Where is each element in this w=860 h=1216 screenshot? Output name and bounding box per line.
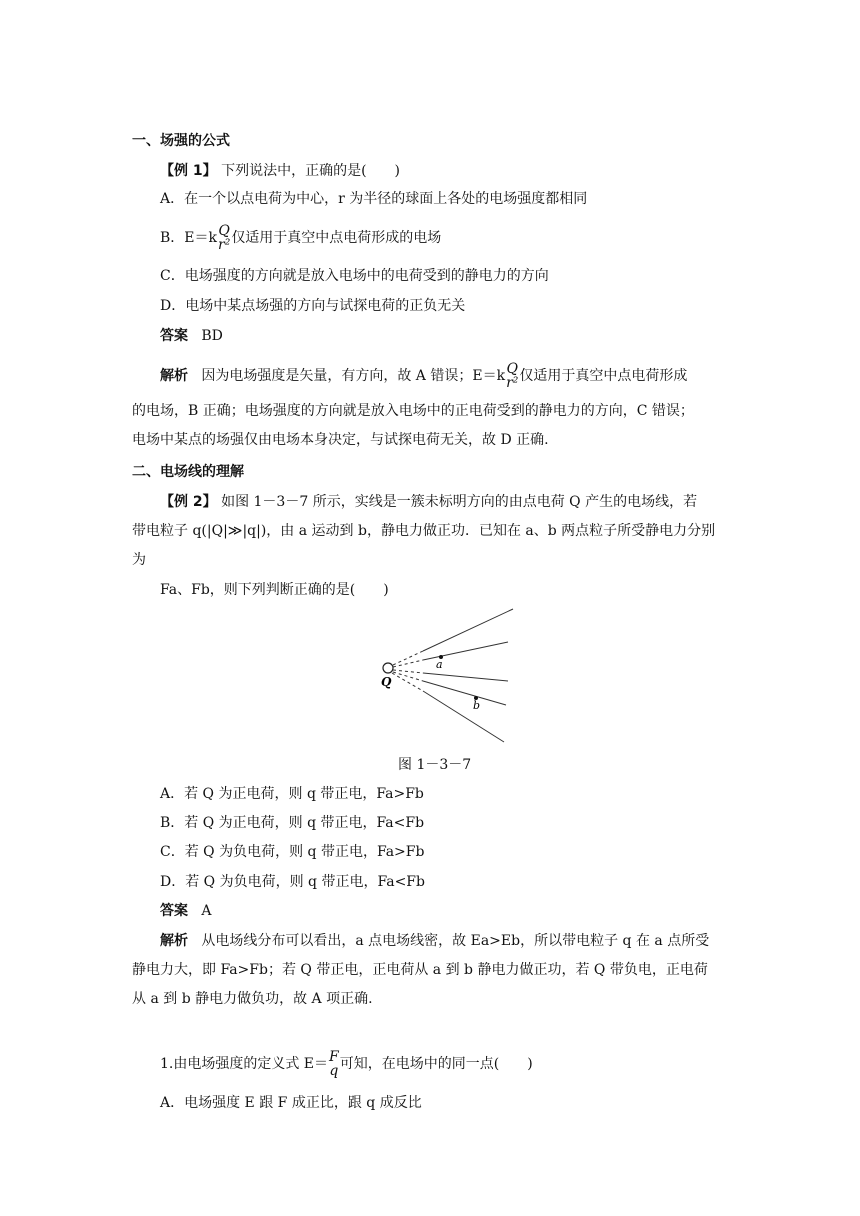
field-line bbox=[423, 691, 504, 742]
example-2-analysis-line-1 bbox=[160, 931, 709, 951]
analysis-text: 仅适用于真空中点电荷形成 bbox=[519, 368, 688, 384]
point-charge-q bbox=[383, 663, 393, 673]
example-1-option-b bbox=[160, 224, 441, 252]
label-q: Q bbox=[381, 675, 392, 689]
fraction-denominator: r² bbox=[506, 375, 519, 391]
example-1-option-a: A．在一个以点电荷为中心，r 为半径的球面上各处的电场强度都相同 bbox=[160, 191, 588, 207]
fraction-numerator: F bbox=[329, 1049, 339, 1065]
definition-fraction bbox=[329, 1050, 339, 1078]
answer-label: 答案 bbox=[160, 328, 188, 344]
example-2-stem-line-4: Fa、Fb，则下列判断正确的是( ) bbox=[160, 582, 389, 598]
example-2-tag: 【例 2】 bbox=[160, 494, 217, 510]
field-line bbox=[423, 673, 508, 681]
field-line-dashed bbox=[393, 660, 423, 667]
field-line-dashed bbox=[392, 673, 423, 691]
example-1-stem bbox=[160, 161, 400, 181]
answer-label: 答案 bbox=[160, 903, 188, 919]
answer-value: BD bbox=[201, 328, 223, 344]
figure-caption: 图 1－3－7 bbox=[398, 757, 472, 773]
field-line bbox=[423, 681, 506, 705]
example-2-option-b: B．若 Q 为正电荷，则 q 带正电，Fa<Fb bbox=[160, 815, 425, 831]
section-title-1: 一、场强的公式 bbox=[132, 133, 230, 149]
label-a: a bbox=[436, 658, 443, 671]
field-line-dashed bbox=[393, 651, 423, 665]
question-1-text: 可知，在电场中的同一点( ) bbox=[339, 1056, 533, 1072]
example-1-answer bbox=[160, 326, 223, 346]
example-1-option-c: C．电场强度的方向就是放入电场中的电荷受到的静电力的方向 bbox=[160, 268, 549, 284]
field-line bbox=[423, 609, 513, 651]
example-2-option-d: D．若 Q 为负电荷，则 q 带正电，Fa<Fb bbox=[160, 874, 425, 890]
label-b: b bbox=[473, 699, 481, 712]
fraction-numerator: Q bbox=[506, 361, 518, 377]
fraction-denominator: q bbox=[329, 1063, 339, 1079]
analysis-text: 因为电场强度是矢量，有方向，故 A 错误；E＝k bbox=[201, 368, 506, 384]
example-2-stem-line-3: 为 bbox=[132, 552, 146, 568]
example-2-stem-line-1 bbox=[160, 492, 697, 512]
example-1-question: 下列说法中，正确的是( ) bbox=[221, 163, 401, 179]
example-2-option-a: A．若 Q 为正电荷，则 q 带正电，Fa>Fb bbox=[160, 786, 424, 802]
analysis-label: 解析 bbox=[160, 368, 188, 384]
option-b-prefix: B．E＝k bbox=[160, 230, 217, 246]
example-2-answer bbox=[160, 901, 211, 921]
fraction-denominator: r² bbox=[218, 237, 231, 253]
analysis-label: 解析 bbox=[160, 933, 188, 949]
electric-field-lines-figure bbox=[378, 605, 518, 745]
example-2-question: 如图 1－3－7 所示，实线是一簇未标明方向的由点电荷 Q 产生的电场线，若 bbox=[221, 494, 698, 510]
section-title-2: 二、电场线的理解 bbox=[132, 464, 244, 480]
example-2-analysis-line-3: 从 a 到 b 静电力做负功，故 A 项正确. bbox=[132, 991, 373, 1007]
question-1-stem bbox=[160, 1050, 533, 1078]
example-2-stem-line-2: 带电粒子 q(|Q|≫|q|)，由 a 运动到 b，静电力做正功．已知在 a、b 两点粒子所受静电力分别 bbox=[132, 523, 716, 539]
example-1-option-d: D．电场中某点场强的方向与试探电荷的正负无关 bbox=[160, 298, 466, 314]
example-1-analysis-line-1 bbox=[160, 362, 687, 390]
analysis-text: 从电场线分布可以看出，a 点电场线密，故 Ea>Eb，所以带电粒子 q 在 a 点所受 bbox=[201, 933, 710, 949]
fraction-numerator: Q bbox=[218, 223, 230, 239]
example-2-option-c: C．若 Q 为负电荷，则 q 带正电，Fa>Fb bbox=[160, 844, 425, 860]
question-1-text: 1.由电场强度的定义式 E＝ bbox=[160, 1056, 329, 1072]
field-line-dashed bbox=[393, 670, 423, 673]
answer-value: A bbox=[201, 903, 212, 919]
option-b-suffix: 仅适用于真空中点电荷形成的电场 bbox=[231, 230, 442, 246]
option-b-fraction bbox=[218, 224, 230, 252]
analysis-fraction bbox=[506, 362, 518, 390]
example-2-analysis-line-2: 静电力大，即 Fa>Fb；若 Q 带正电，正电荷从 a 到 b 静电力做正功，若 Q 带负电，正电荷 bbox=[132, 962, 708, 978]
example-1-tag: 【例 1】 bbox=[160, 163, 217, 179]
example-1-analysis-line-3: 电场中某点的场强仅由电场本身决定，与试探电荷无关，故 D 正确. bbox=[132, 432, 549, 448]
example-1-analysis-line-2: 的电场，B 正确；电场强度的方向就是放入电场中的正电荷受到的静电力的方向，C 错误； bbox=[132, 403, 694, 419]
question-1-option-a: A．电场强度 E 跟 F 成正比，跟 q 成反比 bbox=[160, 1095, 422, 1111]
